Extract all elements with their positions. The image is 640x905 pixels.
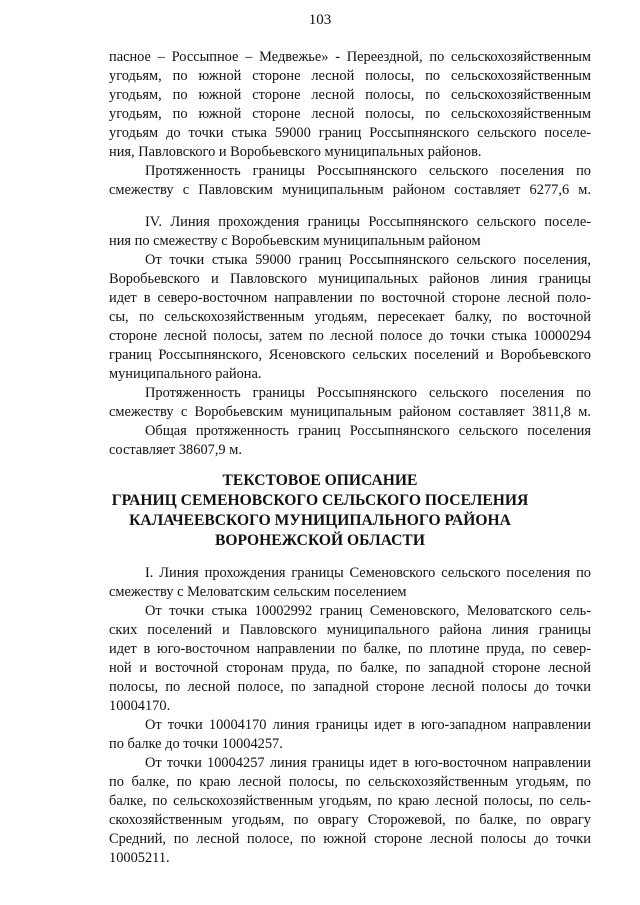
text-line: От точки 10004170 линия границы идет в юго-западном направлении (145, 717, 591, 733)
text-line: ских поселений и Павловского муниципального района линия границы (109, 622, 591, 638)
text-line: пасное – Россыпное – Медвежье» - Переездной, по сельскохозяйственным (109, 49, 591, 65)
text-line: От точки стыка 59000 границ Россыпнянского сельского поселения, (145, 252, 591, 268)
section-title-line: смежеству с Меловатским сельским поселением (109, 584, 407, 600)
heading-line: ТЕКСТОВОЕ ОПИСАНИЕ (222, 472, 418, 489)
text-line: смежеству с Павловским муниципальным районом составляет 6277,6 м. (109, 182, 591, 198)
text-line: Средний, по лесной полосе, по южной стороне лесной полосы до точки (109, 831, 591, 847)
section-title-line: IV. Линия прохождения границы Россыпнянского сельского поселе- (145, 214, 591, 230)
text-line: ной и восточной сторонам пруда, по балке, по западной стороне лесной (109, 660, 591, 676)
text-line: составляет 38607,9 м. (109, 442, 242, 458)
text-line: угодьям до точки стыка 59000 границ Россыпнянского сельского поселе- (109, 125, 591, 141)
text-line: идет в юго-восточном направлении по балке, по плотине пруда, по север- (109, 641, 591, 657)
text-line: смежеству с Воробьевским муниципальным районом составляет 3811,8 м. (109, 404, 591, 420)
text-line: стороне лесной полосы, затем по лесной полосе до точки стыка 10000294 (109, 328, 591, 344)
text-line: Протяженность границы Россыпнянского сельского поселения по (145, 385, 591, 401)
text-line: Общая протяженность границ Россыпнянского сельского поселения (145, 423, 591, 439)
text-line: полосы, по лесной полосе, по западной стороне лесной полосы до точки (109, 679, 591, 695)
text-line: по балке, по краю лесной полосы, по сельскохозяйственным угодьям, по (109, 774, 591, 790)
heading-line: КАЛАЧЕЕВСКОГО МУНИЦИПАЛЬНОГО РАЙОНА (129, 512, 511, 529)
page-number: 103 (308, 12, 332, 28)
text-line: идет в северо-восточном направлении по восточной стороне лесной поло- (109, 290, 591, 306)
text-line: Протяженность границы Россыпнянского сельского поселения по (145, 163, 591, 179)
text-line: муниципального района. (109, 366, 262, 382)
text-line: угодьям, по южной стороне лесной полосы, по сельскохозяйственным (109, 106, 591, 122)
section-title-line: I. Линия прохождения границы Семеновского сельского поселения по (145, 565, 591, 581)
text-line: 10005211. (109, 850, 170, 866)
text-line: балке, по сельскохозяйственным угодьям, по краю лесной полосы, по сель- (109, 793, 591, 809)
text-line: сы, по сельскохозяйственным угодьям, пересекает балку, по восточной (109, 309, 591, 325)
text-line: 10004170. (109, 698, 171, 714)
text-line: границ Россыпнянского, Ясеновского сельских поселений и Воробьевского (109, 347, 591, 363)
text-line: угодьям, по южной стороне лесной полосы, по сельскохозяйственным (109, 87, 591, 103)
heading-line: ГРАНИЦ СЕМЕНОВСКОГО СЕЛЬСКОГО ПОСЕЛЕНИЯ (111, 492, 529, 509)
text-line: От точки стыка 10002992 границ Семеновского, Меловатского сель- (145, 603, 591, 619)
heading-line: ВОРОНЕЖСКОЙ ОБЛАСТИ (215, 532, 425, 549)
text-line: угодьям, по южной стороне лесной полосы, по сельскохозяйственным (109, 68, 591, 84)
section-title-line: ния по смежеству с Воробьевским муниципальным районом (109, 233, 481, 249)
text-line: скохозяйственным угодьям, по оврагу Сторожевой, по балке, по оврагу (109, 812, 591, 828)
text-line: От точки 10004257 линия границы идет в юго-восточном направлении (145, 755, 591, 771)
text-line: Воробьевского и Павловского муниципальных районов линия границы (109, 271, 591, 287)
text-line: ния, Павловского и Воробьевского муниципальных районов. (109, 144, 482, 160)
text-line: по балке до точки 10004257. (109, 736, 283, 752)
